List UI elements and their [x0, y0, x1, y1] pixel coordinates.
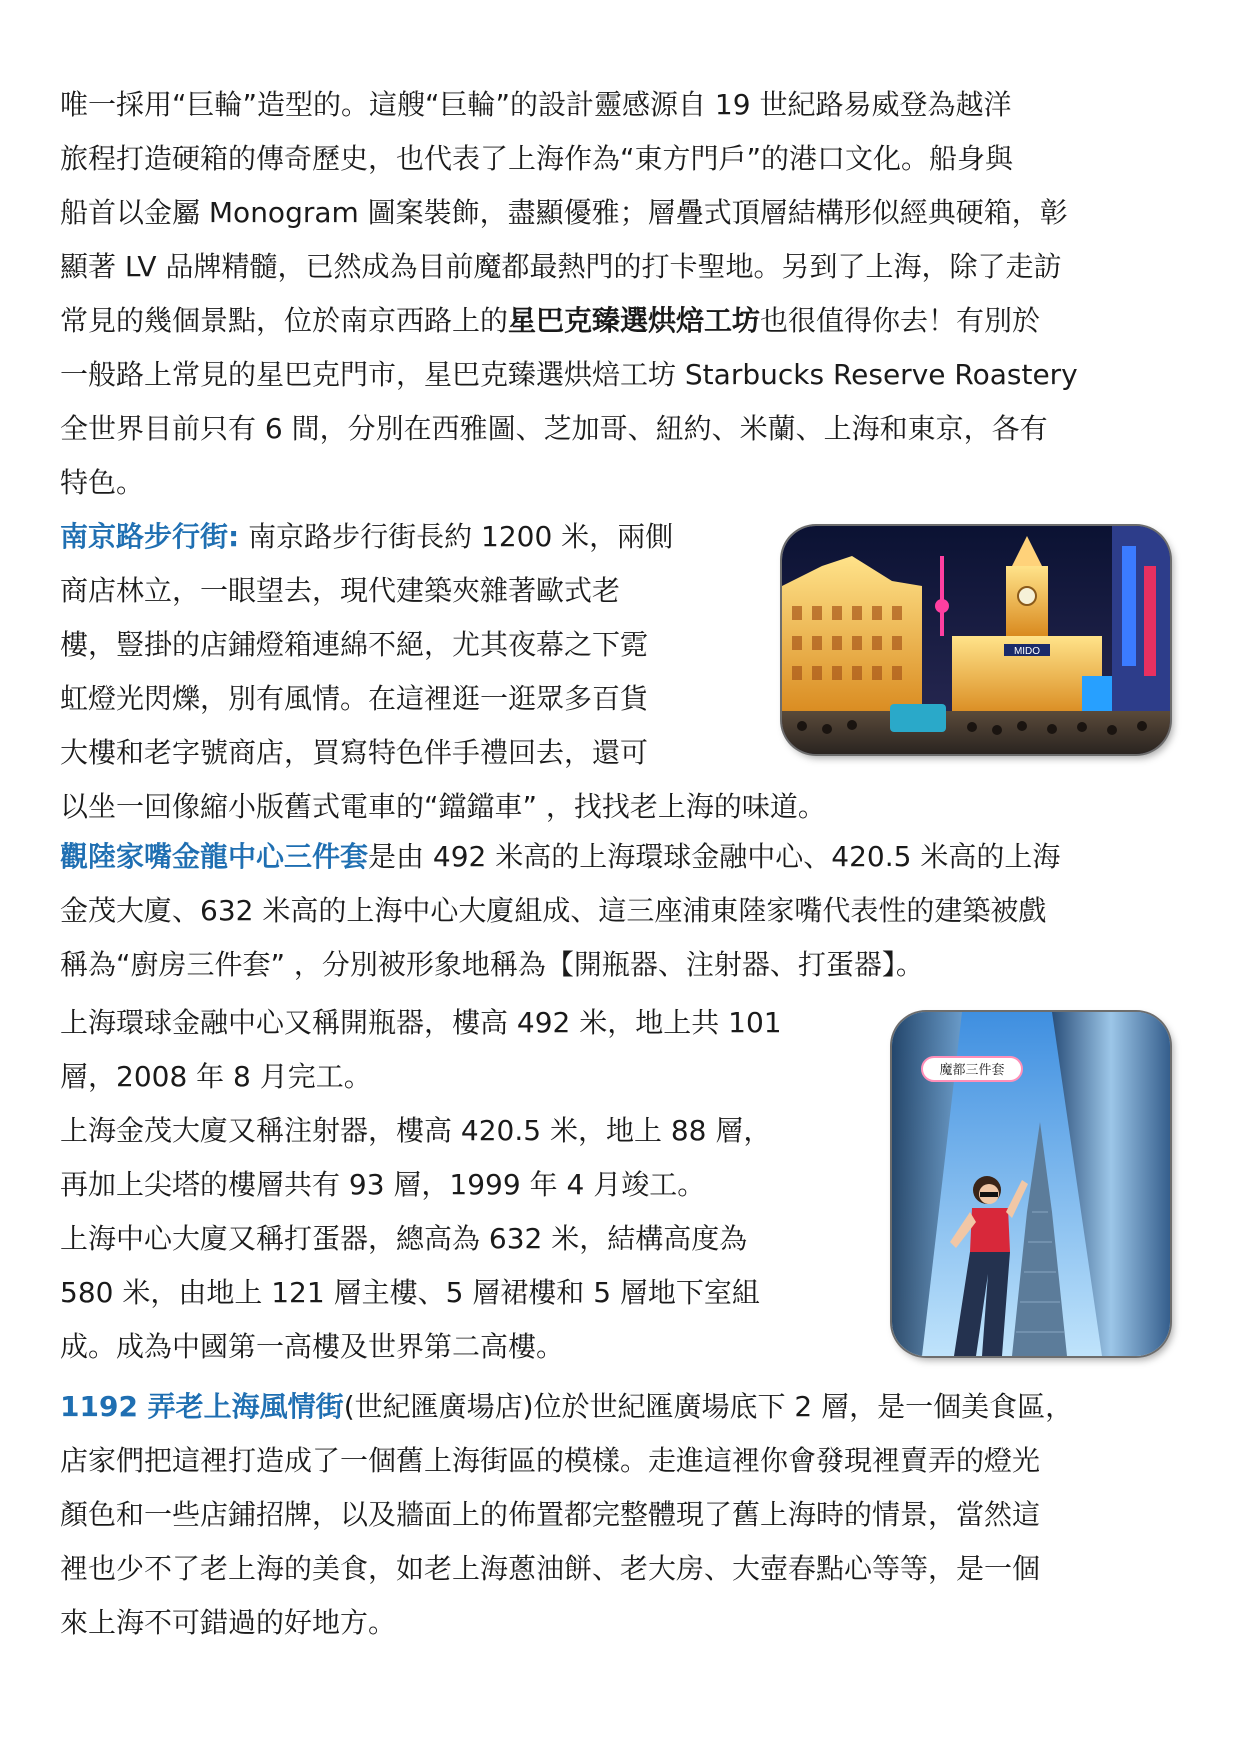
nanjing-line-3: 樓，豎掛的店鋪燈箱連綿不絕，尤其夜幕之下霓	[60, 628, 649, 661]
lane-1192-line-2: 店家們把這裡打造成了一個舊上海街區的模樣。走進這裡你會發現裡賣弄的燈光	[60, 1444, 1041, 1477]
intro-line-1: 唯一採用“巨輪”造型的。這艘“巨輪”的設計靈感源自 19 世紀路易威登為越洋	[60, 88, 1012, 121]
nanjing-road-heading: 南京路步行街:	[60, 520, 240, 553]
intro-paragraph	[60, 78, 1185, 510]
nanjing-line-5: 大樓和老字號商店，買寫特色伴手禮回去，還可	[60, 736, 649, 769]
mido-sign: MIDO	[1013, 646, 1041, 657]
intro-line-7: 全世界目前只有 6 間，分別在西雅圖、芝加哥、紐約、米蘭、上海和東京，各有	[60, 412, 1048, 445]
intro-line-5-pre: 常見的幾個景點，位於南京西路上的	[60, 304, 509, 337]
lujiazui-skyscrapers-photo	[892, 1012, 1170, 1356]
starbucks-roastery-highlight: 星巴克臻選烘焙工坊	[508, 304, 761, 337]
lujiazui-line-1: 是由 492 米高的上海環球金融中心、420.5 米高的上海	[368, 840, 1061, 873]
nanjing-line-2: 商店林立，一眼望去，現代建築夾雜著歐式老	[60, 574, 621, 607]
lane-1192-line-3: 顏色和一些店鋪招牌，以及牆面上的佈置都完整體現了舊上海時的情景，當然這	[60, 1498, 1041, 1531]
intro-line-2: 旅程打造硬箱的傳奇歷史，也代表了上海作為“東方門戶”的港口文化。船身與	[60, 142, 1014, 175]
nanjing-road-night-photo	[782, 526, 1170, 754]
lane-1192-heading: 1192 弄老上海風情街	[60, 1390, 344, 1423]
lujiazui-line-3: 稱為“廚房三件套” ，分別被形象地稱為【開瓶器、注射器、打蛋器】。	[60, 948, 924, 981]
nanjing-line-6: 以坐一回像縮小版舊式電車的“鐺鐺車” ，找找老上海的味道。	[60, 790, 826, 823]
photo-caption-label: 魔都三件套	[939, 1063, 1005, 1078]
intro-line-6: 一般路上常見的星巴克門市，星巴克臻選烘焙工坊 Starbucks Reserve Roastery	[60, 358, 1078, 391]
lane-1192-paragraph	[60, 1380, 1185, 1650]
swfc-line-1: 上海環球金融中心又稱開瓶器，樓高 492 米，地上共 101	[60, 1006, 782, 1039]
intro-line-5-post: 也很值得你去！有別於	[760, 304, 1041, 337]
intro-line-8: 特色。	[60, 466, 145, 499]
jinmao-line-1: 上海金茂大廈又稱注射器，樓高 420.5 米，地上 88 層，	[60, 1114, 772, 1147]
nanjing-line-4: 虹燈光閃爍，別有風情。在這裡逛一逛眾多百貨	[60, 682, 649, 715]
lujiazui-paragraph	[60, 830, 1185, 992]
lane-1192-line-1: (世紀匯廣場店)位於世紀匯廣場底下 2 層，是一個美食區，	[343, 1390, 1074, 1423]
jinmao-line-2: 再加上尖塔的樓層共有 93 層，1999 年 4 月竣工。	[60, 1168, 706, 1201]
lujiazui-details	[60, 996, 880, 1374]
swfc-line-2: 層，2008 年 8 月完工。	[60, 1060, 372, 1093]
lane-1192-line-5: 來上海不可錯過的好地方。	[60, 1606, 397, 1639]
shanghai-tower-line-3: 成。成為中國第一高樓及世界第二高樓。	[60, 1330, 565, 1363]
lujiazui-heading: 觀陸家嘴金龍中心三件套	[60, 840, 369, 873]
intro-line-3: 船首以金屬 Monogram 圖案裝飾，盡顯優雅；層疊式頂層結構形似經典硬箱，彰	[60, 196, 1068, 229]
shanghai-tower-line-2: 580 米，由地上 121 層主樓、5 層裙樓和 5 層地下室組	[60, 1276, 760, 1309]
lane-1192-line-4: 裡也少不了老上海的美食，如老上海蔥油餅、老大房、大壺春點心等等，是一個	[60, 1552, 1041, 1585]
nanjing-line-1: 南京路步行街長約 1200 米，兩側	[239, 520, 674, 553]
intro-line-4: 顯著 LV 品牌精髓，已然成為目前魔都最熱門的打卡聖地。另到了上海，除了走訪	[60, 250, 1062, 283]
shanghai-tower-line-1: 上海中心大廈又稱打蛋器，總高為 632 米，結構高度為	[60, 1222, 748, 1255]
lujiazui-line-2: 金茂大廈、632 米高的上海中心大廈組成、這三座浦東陸家嘴代表性的建築被戲	[60, 894, 1047, 927]
